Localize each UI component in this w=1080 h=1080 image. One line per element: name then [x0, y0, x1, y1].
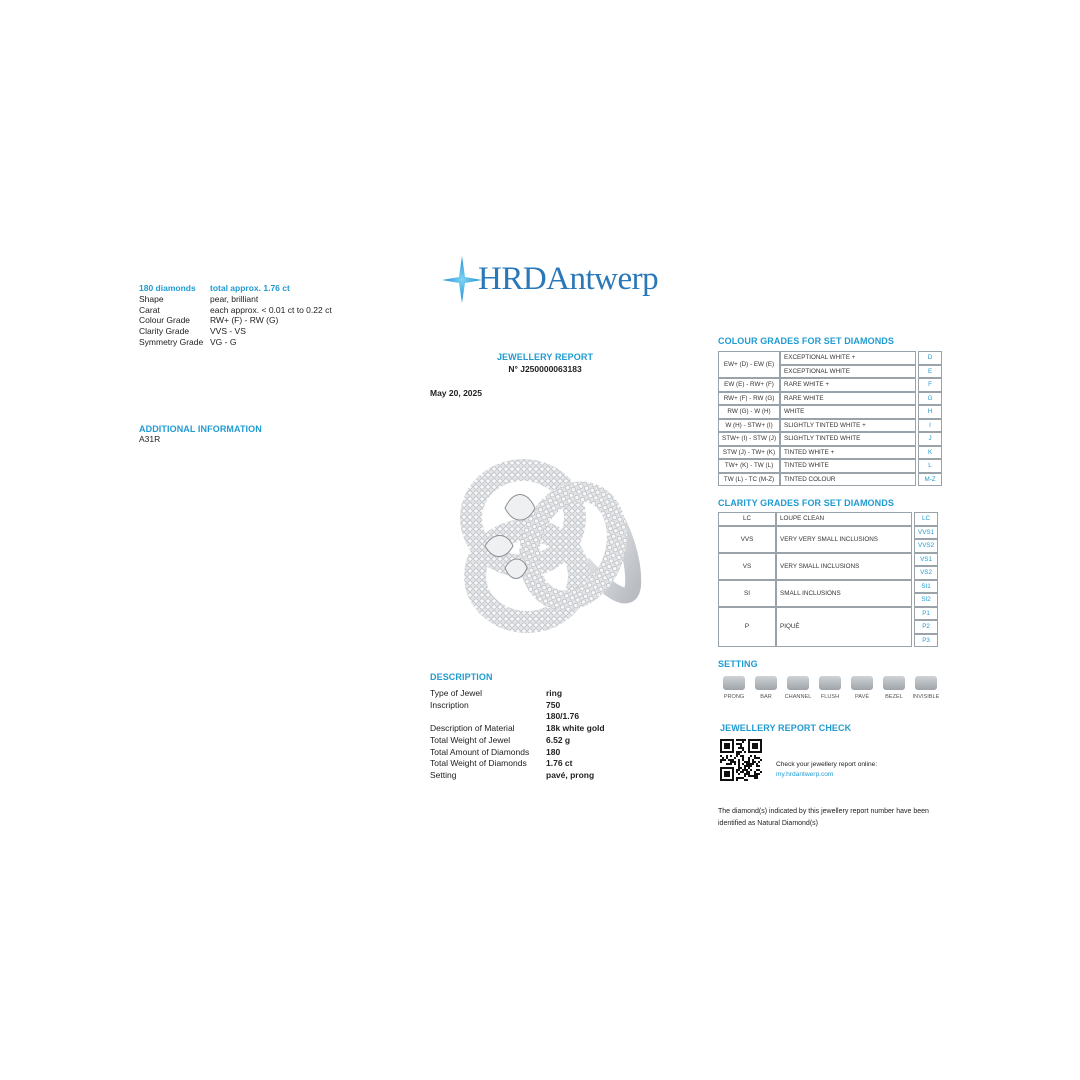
clarity-code: VVS2: [914, 539, 938, 553]
setting-item: [750, 676, 782, 700]
hrd-logo: [440, 254, 670, 304]
setting-item: [878, 676, 910, 700]
colour-description: EXCEPTIONAL WHITE: [780, 365, 916, 379]
colour-range: RW+ (F) - RW (G): [718, 392, 780, 406]
qr-code-icon[interactable]: [720, 739, 762, 781]
colour-grades-table: [718, 351, 942, 486]
ring-image: [455, 448, 645, 633]
colour-description: WHITE: [780, 405, 916, 419]
clarity-grades-table: [718, 512, 938, 647]
colour-description: RARE WHITE: [780, 392, 916, 406]
colour-code: K: [918, 446, 942, 460]
colour-range: EW (E) - RW+ (F): [718, 378, 780, 392]
clarity-group: P: [718, 607, 776, 648]
summary-count: 180 diamonds: [139, 283, 196, 293]
setting-item: [910, 676, 942, 700]
summary-key: Colour Grade: [139, 315, 191, 326]
colour-range: TW (L) - TC (M-Z): [718, 473, 780, 487]
setting-icon: [915, 676, 937, 690]
colour-description: EXCEPTIONAL WHITE +: [780, 351, 916, 365]
colour-description: SLIGHTLY TINTED WHITE: [780, 432, 916, 446]
description-row: [430, 723, 690, 735]
description-value: 18k white gold: [546, 723, 605, 734]
description-key: [430, 711, 546, 723]
description-key: Total Amount of Diamonds: [430, 746, 530, 757]
setting-label: FLUSH: [820, 694, 840, 700]
description-key: Total Weight of Jewel: [430, 734, 511, 745]
clarity-grades-title: CLARITY GRADES FOR SET DIAMONDS: [718, 498, 894, 508]
clarity-code: P2: [914, 620, 938, 634]
colour-grade-row: [718, 351, 942, 365]
report-check-link[interactable]: my.hrdantwerp.com: [776, 771, 834, 778]
colour-grade-row: [718, 473, 942, 487]
summary-row: [139, 315, 399, 326]
report-check-title: JEWELLERY REPORT CHECK: [720, 723, 852, 733]
report-title: JEWELLERY REPORT: [496, 352, 594, 362]
description-value: 6.52 g: [546, 734, 571, 745]
clarity-group: SI: [718, 580, 776, 607]
colour-grade-row: [718, 378, 942, 392]
setting-title: SETTING: [718, 659, 758, 669]
clarity-description: VERY VERY SMALL INCLUSIONS: [776, 526, 912, 553]
colour-description: RARE WHITE +: [780, 378, 916, 392]
setting-label: PRONG: [723, 694, 745, 700]
description-value: ring: [546, 688, 563, 698]
colour-description: TINTED WHITE: [780, 459, 916, 473]
colour-grade-row: [718, 405, 942, 419]
setting-section: [718, 659, 942, 700]
summary-total: total approx. 1.76 ct: [210, 283, 290, 293]
setting-label: CHANNEL: [784, 694, 812, 700]
report-check-text: Check your jewellery report online:: [776, 761, 878, 768]
description-row: [430, 700, 690, 712]
colour-grades-section: [718, 336, 942, 486]
setting-icon: [755, 676, 777, 690]
clarity-grades-section: [718, 498, 938, 647]
colour-grade-row: [718, 446, 942, 460]
setting-item: [846, 676, 878, 700]
summary-value: each approx. < 0.01 ct to 0.22 ct: [210, 304, 332, 315]
additional-title: ADDITIONAL INFORMATION: [139, 424, 262, 434]
additional-value: A31R: [139, 434, 161, 444]
summary-rows: [139, 294, 399, 348]
description-value: 180: [546, 746, 561, 757]
colour-grade-row: [718, 419, 942, 433]
report-header: [430, 352, 660, 374]
description-rows: [430, 688, 690, 782]
clarity-description: SMALL INCLUSIONS: [776, 580, 912, 607]
summary-row: [139, 294, 399, 305]
colour-grade-row: [718, 392, 942, 406]
colour-range: STW+ (I) - STW (J): [718, 432, 780, 446]
description-row: [430, 688, 690, 700]
description-key: Setting: [430, 769, 457, 780]
clarity-code: P3: [914, 634, 938, 648]
clarity-code: VS2: [914, 566, 938, 580]
description-key: Inscription: [430, 699, 469, 710]
report-check-section: [720, 723, 950, 781]
description-row: [430, 770, 690, 782]
summary-row: [139, 326, 399, 337]
setting-item: [814, 676, 846, 700]
description-title: DESCRIPTION: [430, 672, 493, 682]
clarity-grade-row: [718, 553, 938, 567]
clarity-code: SI1: [914, 580, 938, 594]
colour-code: F: [918, 378, 942, 392]
clarity-description: PIQUÉ: [776, 607, 912, 648]
clarity-description: LOUPE CLEAN: [776, 512, 912, 526]
summary-row: [139, 305, 399, 316]
summary-value: VG - G: [210, 336, 237, 347]
description-key: Description of Material: [430, 723, 515, 734]
summary-key: Clarity Grade: [139, 326, 190, 337]
diamond-summary: [139, 283, 399, 348]
description-key: Total Weight of Diamonds: [430, 758, 527, 769]
setting-label: BEZEL: [885, 694, 903, 700]
description-key: Type of Jewel: [430, 688, 482, 698]
setting-icons: [718, 676, 942, 700]
summary-key: Shape: [139, 293, 164, 304]
colour-code: J: [918, 432, 942, 446]
summary-value: RW+ (F) - RW (G): [210, 315, 279, 326]
clarity-description: VERY SMALL INCLUSIONS: [776, 553, 912, 580]
colour-code: E: [918, 365, 942, 379]
colour-range: TW+ (K) - TW (L): [718, 459, 780, 473]
summary-value: VVS - VS: [210, 326, 246, 337]
setting-label: PAVÉ: [854, 694, 870, 700]
description-row: [430, 758, 690, 770]
colour-code: I: [918, 419, 942, 433]
setting-icon: [787, 676, 809, 690]
setting-item: [718, 676, 750, 700]
description-value: 180/1.76: [546, 711, 580, 722]
summary-header: [139, 283, 399, 294]
clarity-code: VS1: [914, 553, 938, 567]
clarity-code: P1: [914, 607, 938, 621]
setting-item: [782, 676, 814, 700]
additional-information: [139, 424, 262, 445]
description-row: [430, 747, 690, 759]
clarity-code: LC: [914, 512, 938, 526]
colour-range: EW+ (D) - EW (E): [718, 351, 780, 378]
colour-description: TINTED WHITE +: [780, 446, 916, 460]
clarity-grade-row: [718, 526, 938, 540]
description-row: [430, 711, 690, 723]
clarity-grade-row: [718, 512, 938, 526]
setting-icon: [851, 676, 873, 690]
description-row: [430, 735, 690, 747]
colour-code: G: [918, 392, 942, 406]
clarity-grade-row: [718, 580, 938, 594]
description-value: 750: [546, 699, 561, 710]
setting-icon: [723, 676, 745, 690]
report-number: N° J250000063183: [508, 364, 582, 374]
colour-description: SLIGHTLY TINTED WHITE +: [780, 419, 916, 433]
setting-icon: [819, 676, 841, 690]
colour-code: M-Z: [918, 473, 942, 487]
logo-text: HRDAntwerp: [478, 261, 659, 297]
colour-grade-row: [718, 432, 942, 446]
clarity-group: VVS: [718, 526, 776, 553]
description-section: [430, 672, 690, 782]
summary-key: Carat: [139, 304, 160, 315]
summary-row: [139, 337, 399, 348]
colour-grades-title: COLOUR GRADES FOR SET DIAMONDS: [718, 336, 895, 346]
summary-key: Symmetry Grade: [139, 336, 204, 347]
colour-range: RW (G) - W (H): [718, 405, 780, 419]
description-value: 1.76 ct: [546, 758, 573, 769]
setting-label: INVISIBLE: [912, 694, 940, 700]
colour-code: D: [918, 351, 942, 365]
summary-value: pear, brilliant: [210, 293, 259, 304]
colour-description: TINTED COLOUR: [780, 473, 916, 487]
clarity-code: VVS1: [914, 526, 938, 540]
colour-range: STW (J) - TW+ (K): [718, 446, 780, 460]
description-value: pavé, prong: [546, 769, 595, 780]
clarity-group: LC: [718, 512, 776, 526]
report-date: May 20, 2025: [430, 388, 482, 398]
setting-icon: [883, 676, 905, 690]
natural-diamond-footnote: The diamond(s) indicated by this jewellery report number have been identified as Natural Diamond(s): [718, 808, 929, 827]
colour-range: W (H) - STW+ (I): [718, 419, 780, 433]
colour-code: L: [918, 459, 942, 473]
setting-label: BAR: [760, 694, 772, 700]
clarity-code: SI2: [914, 593, 938, 607]
clarity-grade-row: [718, 607, 938, 621]
colour-code: H: [918, 405, 942, 419]
colour-grade-row: [718, 459, 942, 473]
clarity-group: VS: [718, 553, 776, 580]
